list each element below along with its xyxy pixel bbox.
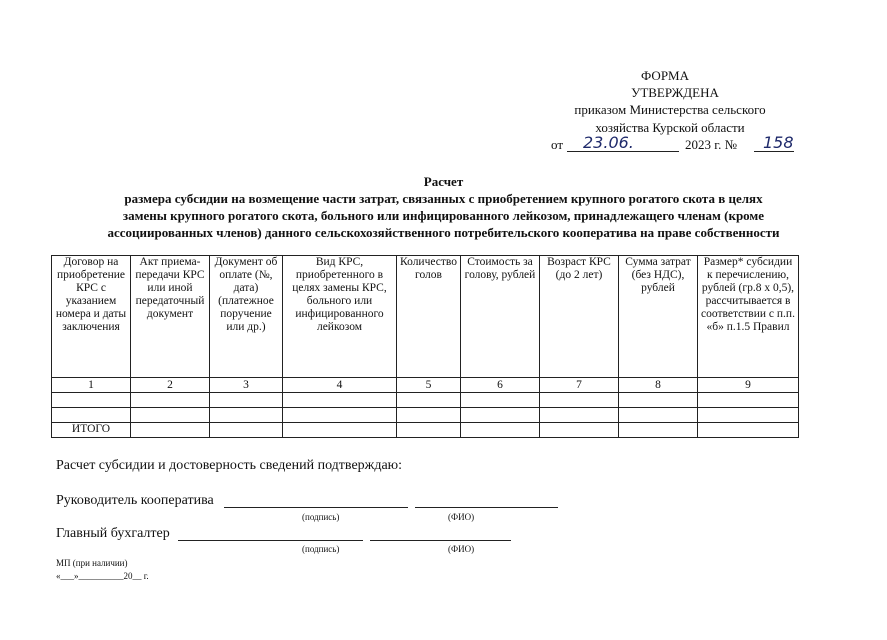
accountant-name-caption: (ФИО) [448, 544, 475, 554]
header-cell: Акт приема-передачи КРС или иной передаточный документ [131, 256, 210, 378]
date-template: «___»__________20__ г. [56, 571, 149, 581]
approval-date-line [551, 134, 811, 156]
confirmation-text: Расчет субсидии и достоверность сведений подтверждаю: [56, 458, 403, 473]
year-number-label: 2023 г. № [685, 137, 738, 152]
head-name-caption: (ФИО) [448, 512, 475, 522]
accountant-signature-caption: (подпись) [302, 544, 340, 554]
column-number: 6 [461, 378, 540, 393]
column-number: 5 [397, 378, 461, 393]
handwritten-number: 158 [763, 133, 794, 152]
header-cell: Договор на приобретение КРС с указанием номера и даты заключения [52, 256, 131, 378]
header-cell: Размер* субсидии к перечислению, рублей (гр.8 x 0,5), рассчитывается в соответствии с п.п. «б» п.1.5 Правил [698, 256, 799, 378]
subsidy-table [51, 255, 799, 438]
accountant-signature-line [178, 540, 363, 541]
form-label: ФОРМА [641, 68, 689, 83]
title-line-2: замены крупного рогатого скота, больного или инфицированного лейкозом, принадлежащего членам (кроме [122, 208, 765, 223]
column-number: 8 [619, 378, 698, 393]
column-number: 3 [210, 378, 283, 393]
seal-label: МП (при наличии) [56, 558, 128, 568]
header-cell: Стоимость за голову, рублей [461, 256, 540, 378]
header-row [52, 256, 799, 378]
head-signature-line [224, 507, 408, 508]
header-cell: Вид КРС, приобретенного в целях замены КРС, больного или инфицированного лейкозом [283, 256, 397, 378]
total-label: ИТОГО [52, 423, 131, 438]
head-name-line [415, 507, 558, 508]
approved-label: УТВЕРЖДЕНА [631, 85, 719, 100]
accountant-label: Главный бухгалтер [56, 526, 170, 541]
table-row [52, 393, 799, 408]
document-heading: Расчет [423, 174, 464, 189]
handwritten-date: 23.06. [583, 133, 634, 152]
column-number: 4 [283, 378, 397, 393]
column-number: 2 [131, 378, 210, 393]
column-number-row [52, 378, 799, 393]
head-signature-caption: (подпись) [302, 512, 340, 522]
column-number: 1 [52, 378, 131, 393]
column-number: 7 [540, 378, 619, 393]
title-line-1: размера субсидии на возмещение части затрат, связанных с приобретением крупного рогатого скота в целях [124, 191, 763, 206]
from-label: от [551, 137, 564, 152]
head-label: Руководитель кооператива [56, 493, 214, 508]
header-cell: Документ об оплате (№, дата) (платежное поручение или др.) [210, 256, 283, 378]
table-row [52, 408, 799, 423]
title-line-3: ассоциированных членов) данного сельскохозяйственного потребительского кооператива на праве собственности [107, 225, 780, 240]
column-number: 9 [698, 378, 799, 393]
approval-line-2: хозяйства Курской области [595, 120, 745, 135]
accountant-name-line [370, 540, 511, 541]
header-cell: Количество голов [397, 256, 461, 378]
total-row [52, 423, 799, 438]
header-cell: Возраст КРС (до 2 лет) [540, 256, 619, 378]
approval-line-1: приказом Министерства сельского [574, 102, 766, 117]
header-cell: Сумма затрат (без НДС), рублей [619, 256, 698, 378]
